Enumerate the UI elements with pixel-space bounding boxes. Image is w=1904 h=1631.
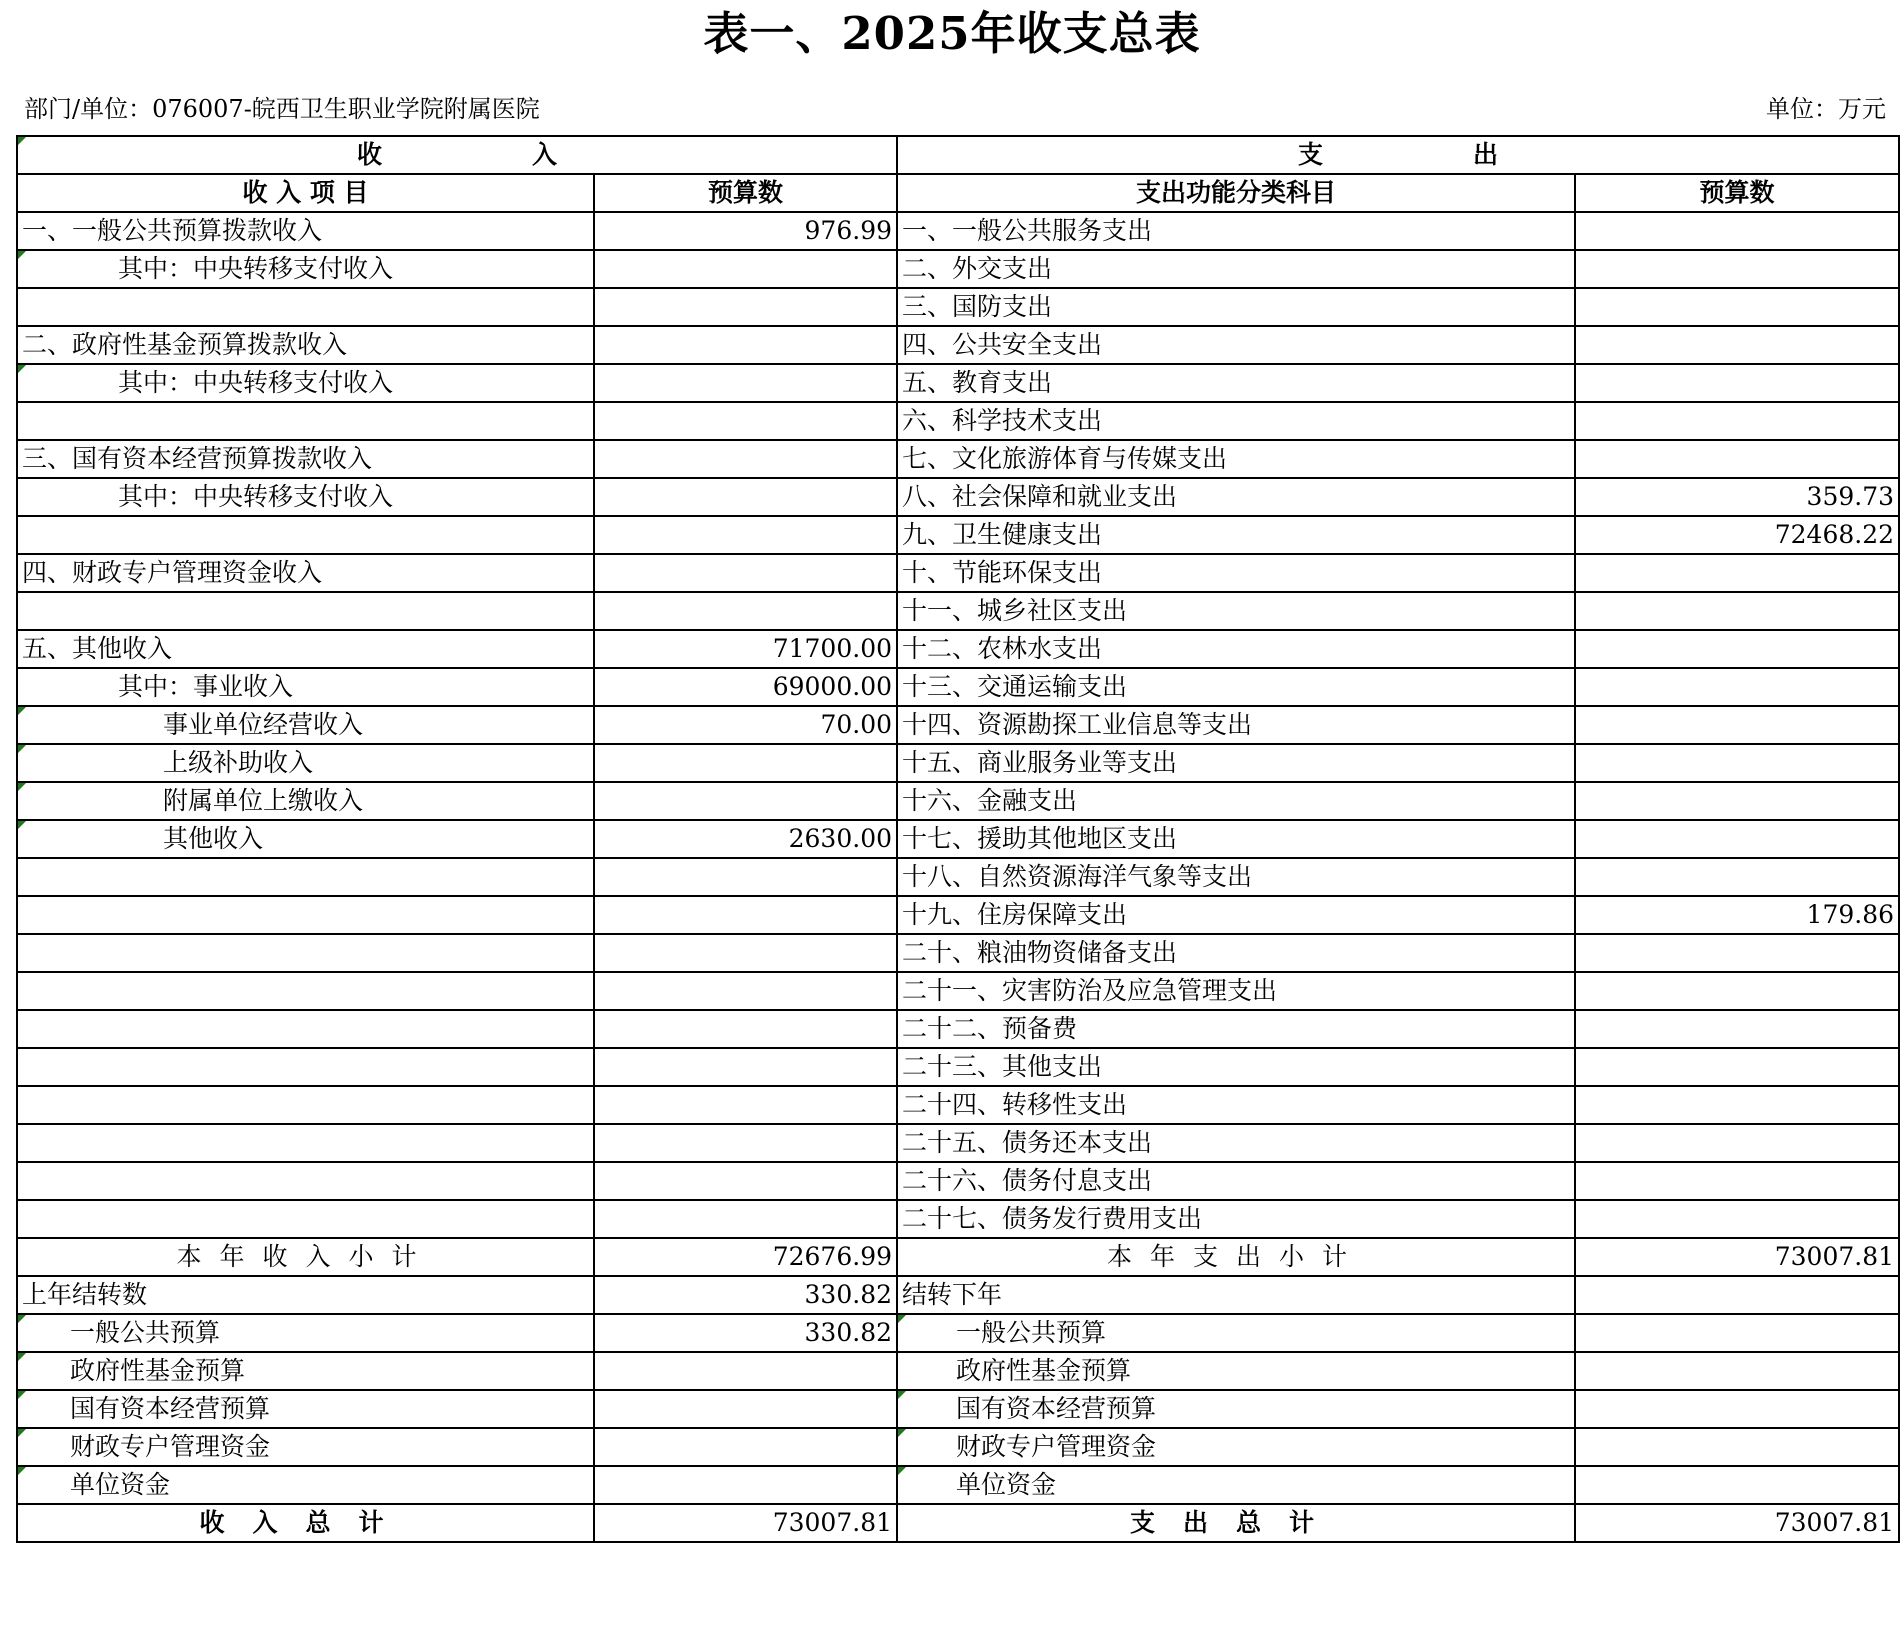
expense-item-cell: 九、卫生健康支出 [897,516,1575,554]
table-row [17,1504,1899,1542]
expense-item-header: 支出功能分类科目 [897,174,1575,212]
expense-item-cell: 六、科学技术支出 [897,402,1575,440]
expense-item-cell: 三、国防支出 [897,288,1575,326]
income-item-cell [17,934,594,972]
table-row [17,858,1899,896]
expense-item-cell: 七、文化旅游体育与传媒支出 [897,440,1575,478]
income-value-cell [594,516,897,554]
expense-value-cell [1575,972,1899,1010]
expense-item-cell: 五、教育支出 [897,364,1575,402]
expense-item-cell: 财政专户管理资金 [897,1428,1575,1466]
table-row [17,250,1899,288]
expense-item-cell: 政府性基金预算 [897,1352,1575,1390]
income-item-cell [17,858,594,896]
expense-value-cell: 72468.22 [1575,516,1899,554]
income-value-cell [594,972,897,1010]
income-value-cell [594,782,897,820]
income-value-cell [594,478,897,516]
income-value-cell [594,1162,897,1200]
income-value-cell: 976.99 [594,212,897,250]
income-value-cell [594,1466,897,1504]
expense-item-cell: 十七、援助其他地区支出 [897,820,1575,858]
expense-value-cell [1575,402,1899,440]
table-row [17,1314,1899,1352]
income-value-cell [594,1200,897,1238]
income-value-cell: 72676.99 [594,1238,897,1276]
income-item-cell: 其中：中央转移支付收入 [17,478,594,516]
income-item-cell: 事业单位经营收入 [17,706,594,744]
expense-group-header: 支 出 [897,136,1899,174]
table-row [17,1200,1899,1238]
income-value-cell: 2630.00 [594,820,897,858]
income-item-cell: 四、财政专户管理资金收入 [17,554,594,592]
income-value-cell: 330.82 [594,1314,897,1352]
expense-value-cell [1575,1162,1899,1200]
expense-item-cell: 十一、城乡社区支出 [897,592,1575,630]
income-budget-header: 预算数 [594,174,897,212]
expense-value-cell [1575,288,1899,326]
income-value-cell [594,1428,897,1466]
table-row [17,706,1899,744]
table-row [17,972,1899,1010]
expense-item-cell: 一、一般公共服务支出 [897,212,1575,250]
table-row [17,744,1899,782]
expense-value-cell [1575,1276,1899,1314]
expense-item-cell: 二、外交支出 [897,250,1575,288]
income-value-cell [594,326,897,364]
income-item-cell: 二、政府性基金预算拨款收入 [17,326,594,364]
expense-value-cell: 73007.81 [1575,1504,1899,1542]
income-item-cell [17,972,594,1010]
income-value-cell [594,364,897,402]
table-row [17,554,1899,592]
income-item-cell [17,516,594,554]
expense-value-cell [1575,364,1899,402]
expense-value-cell: 359.73 [1575,478,1899,516]
income-value-cell [594,554,897,592]
expense-item-cell: 单位资金 [897,1466,1575,1504]
expense-item-cell: 二十、粮油物资储备支出 [897,934,1575,972]
expense-item-cell: 十、节能环保支出 [897,554,1575,592]
income-item-cell: 一、一般公共预算拨款收入 [17,212,594,250]
expense-value-cell [1575,554,1899,592]
income-item-cell [17,402,594,440]
table-row [17,1428,1899,1466]
table-row [17,896,1899,934]
expense-item-cell: 二十三、其他支出 [897,1048,1575,1086]
income-value-cell [594,858,897,896]
income-item-cell [17,896,594,934]
expense-item-cell: 二十六、债务付息支出 [897,1162,1575,1200]
table-row [17,1010,1899,1048]
expense-value-cell: 73007.81 [1575,1238,1899,1276]
page-title: 表一、2025年收支总表 [703,7,1201,60]
table-row [17,1276,1899,1314]
income-item-cell [17,592,594,630]
income-value-cell [594,288,897,326]
table-row [17,212,1899,250]
table-row [17,440,1899,478]
expense-item-cell: 本年支出小计 [897,1238,1575,1276]
income-group-header: 收 入 [17,136,897,174]
expense-value-cell [1575,1086,1899,1124]
income-item-cell [17,1086,594,1124]
table-row [17,820,1899,858]
income-value-cell [594,402,897,440]
income-value-cell [594,896,897,934]
income-item-cell: 财政专户管理资金 [17,1428,594,1466]
income-value-cell [594,250,897,288]
income-item-cell: 其中：中央转移支付收入 [17,364,594,402]
income-value-cell [594,440,897,478]
income-item-cell [17,288,594,326]
budget-summary-table [16,135,1900,1543]
column-header-row [17,174,1899,212]
expense-value-cell [1575,934,1899,972]
expense-value-cell [1575,858,1899,896]
income-item-cell [17,1048,594,1086]
expense-value-cell [1575,1314,1899,1352]
income-value-cell: 73007.81 [594,1504,897,1542]
income-item-cell: 其中：事业收入 [17,668,594,706]
income-value-cell [594,1048,897,1086]
expense-item-cell: 四、公共安全支出 [897,326,1575,364]
income-value-cell [594,1010,897,1048]
unit-label: 单位：万元 [1766,95,1886,123]
expense-item-cell: 二十五、债务还本支出 [897,1124,1575,1162]
income-item-cell: 五、其他收入 [17,630,594,668]
expense-value-cell [1575,1466,1899,1504]
expense-item-cell: 国有资本经营预算 [897,1390,1575,1428]
expense-value-cell [1575,250,1899,288]
income-value-cell [594,1086,897,1124]
income-value-cell: 70.00 [594,706,897,744]
income-value-cell [594,1124,897,1162]
table-row [17,1466,1899,1504]
income-item-cell [17,1124,594,1162]
table-row [17,1162,1899,1200]
income-item-header: 收 入 项 目 [17,174,594,212]
income-item-cell: 上级补助收入 [17,744,594,782]
income-item-cell: 单位资金 [17,1466,594,1504]
table-row [17,934,1899,972]
income-item-cell: 本年收入小计 [17,1238,594,1276]
expense-item-cell: 十九、住房保障支出 [897,896,1575,934]
expense-value-cell [1575,440,1899,478]
expense-budget-header: 预算数 [1575,174,1899,212]
expense-value-cell [1575,820,1899,858]
income-item-cell: 一般公共预算 [17,1314,594,1352]
income-item-cell: 其中：中央转移支付收入 [17,250,594,288]
table-row [17,1086,1899,1124]
table-row [17,668,1899,706]
income-value-cell: 71700.00 [594,630,897,668]
income-value-cell: 330.82 [594,1276,897,1314]
expense-item-cell: 十三、交通运输支出 [897,668,1575,706]
income-item-cell: 附属单位上缴收入 [17,782,594,820]
expense-value-cell: 179.86 [1575,896,1899,934]
expense-value-cell [1575,782,1899,820]
table-body [17,136,1899,1542]
table-row [17,326,1899,364]
income-item-cell: 政府性基金预算 [17,1352,594,1390]
income-item-cell [17,1200,594,1238]
expense-item-cell: 一般公共预算 [897,1314,1575,1352]
income-value-cell [594,744,897,782]
income-item-cell: 上年结转数 [17,1276,594,1314]
table-row [17,1390,1899,1428]
expense-value-cell [1575,1352,1899,1390]
expense-value-cell [1575,668,1899,706]
expense-item-cell: 十八、自然资源海洋气象等支出 [897,858,1575,896]
expense-item-cell: 支出总计 [897,1504,1575,1542]
group-header-row [17,136,1899,174]
expense-value-cell [1575,212,1899,250]
expense-value-cell [1575,706,1899,744]
income-item-cell: 国有资本经营预算 [17,1390,594,1428]
table-row [17,516,1899,554]
table-row [17,1352,1899,1390]
income-value-cell [594,1390,897,1428]
expense-item-cell: 十五、商业服务业等支出 [897,744,1575,782]
expense-item-cell: 二十四、转移性支出 [897,1086,1575,1124]
income-item-cell [17,1162,594,1200]
expense-value-cell [1575,1200,1899,1238]
income-item-cell: 收入总计 [17,1504,594,1542]
expense-value-cell [1575,326,1899,364]
expense-value-cell [1575,1124,1899,1162]
table-row [17,402,1899,440]
table-row [17,592,1899,630]
income-item-cell: 三、国有资本经营预算拨款收入 [17,440,594,478]
expense-item-cell: 八、社会保障和就业支出 [897,478,1575,516]
expense-value-cell [1575,630,1899,668]
table-row [17,478,1899,516]
expense-item-cell: 二十二、预备费 [897,1010,1575,1048]
table-row [17,630,1899,668]
expense-value-cell [1575,1010,1899,1048]
table-row [17,782,1899,820]
table-row [17,364,1899,402]
expense-item-cell: 十四、资源勘探工业信息等支出 [897,706,1575,744]
income-item-cell [17,1010,594,1048]
income-item-cell: 其他收入 [17,820,594,858]
expense-value-cell [1575,592,1899,630]
table-row [17,1124,1899,1162]
table-row [17,1238,1899,1276]
expense-item-cell: 二十一、灾害防治及应急管理支出 [897,972,1575,1010]
income-value-cell [594,1352,897,1390]
table-row [17,1048,1899,1086]
expense-item-cell: 十二、农林水支出 [897,630,1575,668]
expense-value-cell [1575,744,1899,782]
expense-value-cell [1575,1428,1899,1466]
department-label: 部门/单位：076007-皖西卫生职业学院附属医院 [24,95,540,123]
expense-item-cell: 十六、金融支出 [897,782,1575,820]
expense-item-cell: 二十七、债务发行费用支出 [897,1200,1575,1238]
expense-value-cell [1575,1048,1899,1086]
table-row [17,288,1899,326]
income-value-cell [594,934,897,972]
expense-value-cell [1575,1390,1899,1428]
expense-item-cell: 结转下年 [897,1276,1575,1314]
income-value-cell [594,592,897,630]
income-value-cell: 69000.00 [594,668,897,706]
